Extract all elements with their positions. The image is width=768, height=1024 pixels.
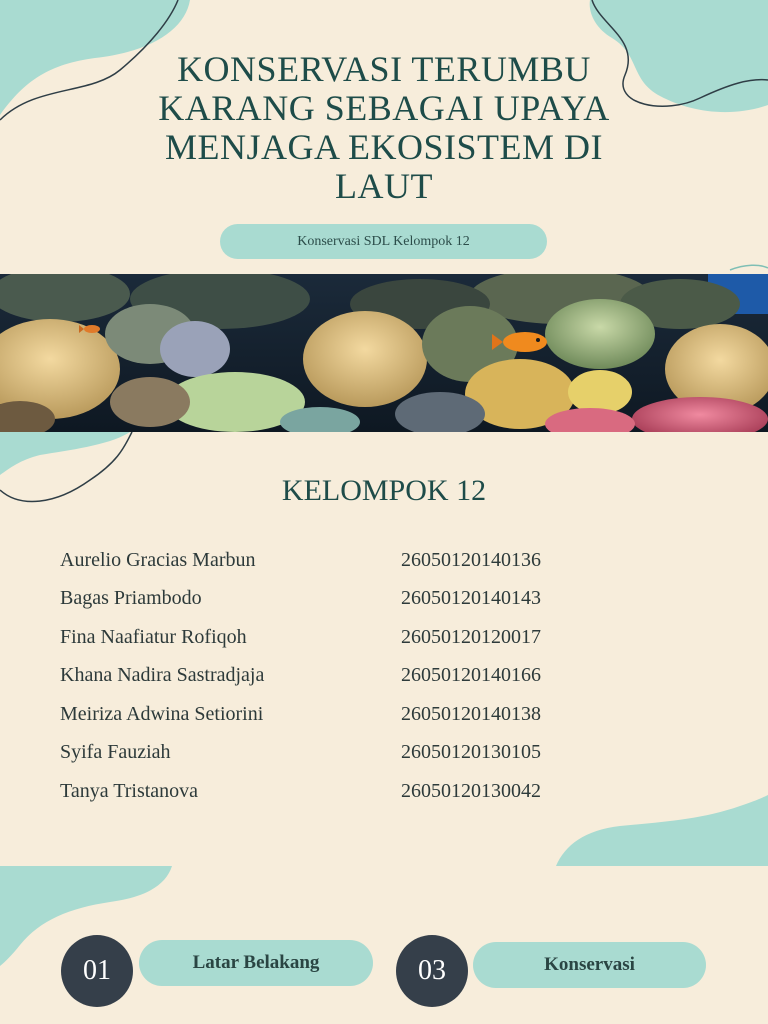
member-name: Aurelio Gracias Marbun — [60, 548, 256, 571]
member-row — [60, 695, 580, 734]
subtitle-text: Konservasi SDL Kelompok 12 — [297, 233, 470, 249]
member-row — [60, 618, 580, 657]
right-lower-blob — [556, 795, 768, 866]
member-nim: 26050120130042 — [401, 779, 541, 802]
member-row — [60, 541, 580, 580]
member-nim: 26050120140143 — [401, 587, 541, 610]
slide-title: KONSERVASI TERUMBU KARANG SEBAGAI UPAYA MENJAGA EKOSISTEM DI LAUT — [158, 49, 610, 206]
member-name: Khana Nadira Sastradjaja — [60, 664, 265, 687]
member-nim: 26050120140138 — [401, 702, 541, 725]
member-row — [60, 772, 580, 811]
nav-number-03[interactable]: 03 — [396, 935, 468, 1007]
member-row — [60, 580, 580, 619]
member-row — [60, 657, 580, 696]
member-name: Bagas Priambodo — [60, 587, 202, 610]
coral-reef-banner — [0, 274, 768, 432]
group-title: KELOMPOK 12 — [281, 474, 487, 507]
nav-button-latar-belakang[interactable] — [139, 940, 373, 986]
nav-label-konservasi: Konservasi — [544, 954, 635, 975]
member-row — [60, 734, 580, 773]
right-small-curve-line — [730, 265, 768, 270]
nav-number-01[interactable]: 01 — [61, 935, 133, 1007]
member-list — [60, 541, 580, 811]
nav-label-latar-belakang: Latar Belakang — [192, 952, 320, 973]
member-nim: 26050120130105 — [401, 741, 541, 764]
member-nim: 26050120120017 — [401, 625, 541, 648]
member-name: Tanya Tristanova — [60, 779, 199, 802]
member-name: Fina Naafiatur Rofiqoh — [60, 625, 247, 648]
member-name: Syifa Fauziah — [60, 741, 171, 764]
nav-button-konservasi[interactable] — [473, 942, 706, 988]
subtitle-pill — [220, 224, 547, 259]
member-name: Meiriza Adwina Setiorini — [60, 702, 264, 725]
member-nim: 26050120140166 — [401, 664, 541, 687]
member-nim: 26050120140136 — [401, 548, 541, 571]
left-mid-blob — [0, 432, 130, 475]
